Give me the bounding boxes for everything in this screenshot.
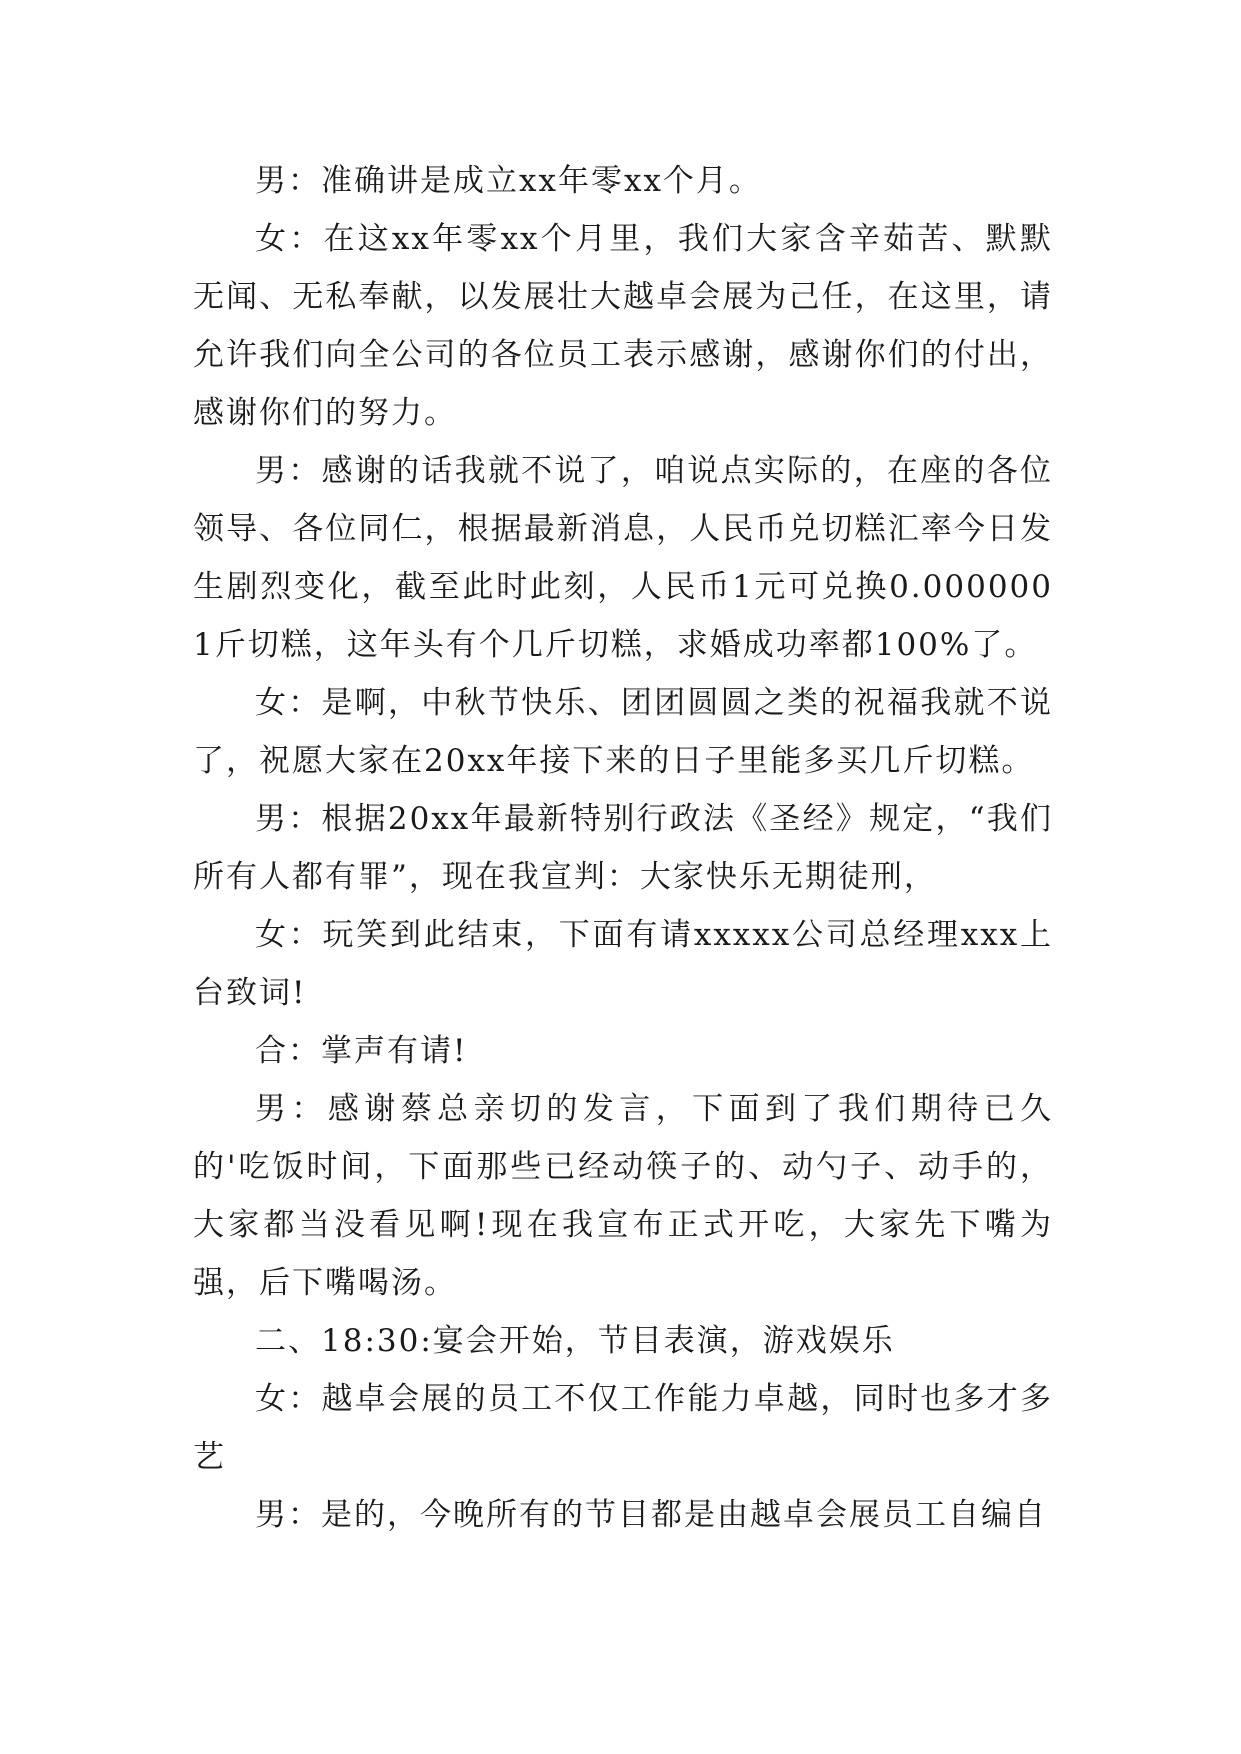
paragraph-5: 男：根据20xx年最新特别行政法《圣经》规定，“我们所有人都有罪”，现在我宣判：大家快乐无期徒刑， <box>193 801 1053 895</box>
document-body <box>193 152 1053 1544</box>
paragraph-4: 女：是啊，中秋节快乐、团团圆圆之类的祝福我就不说了，祝愿大家在20xx年接下来的日子里能多买几斤切糕。 <box>193 685 1053 779</box>
section-heading: 二、18:30:宴会开始，节目表演，游戏娱乐 <box>255 1323 895 1359</box>
paragraph-9: 女：越卓会展的员工不仅工作能力卓越，同时也多才多艺 <box>193 1381 1053 1475</box>
paragraph-8: 男：感谢蔡总亲切的发言，下面到了我们期待已久的'吃饭时间，下面那些已经动筷子的、动勺子、动手的，大家都当没看见啊!现在我宣布正式开吃，大家先下嘴为强，后下嘴喝汤。 <box>193 1091 1053 1301</box>
paragraph-3: 男：感谢的话我就不说了，咱说点实际的，在座的各位领导、各位同仁，根据最新消息，人民币兑切糕汇率今日发生剧烈变化，截至此时此刻，人民币1元可兑换0.0000001斤切糕，这年头有个几斤切糕，求婚成功率都100%了。 <box>193 453 1053 663</box>
paragraph-7: 合：掌声有请! <box>255 1033 468 1069</box>
paragraph-6: 女：玩笑到此结束，下面有请xxxxx公司总经理xxx上台致词! <box>193 917 1053 1011</box>
paragraph-1: 男：准确讲是成立xx年零xx个月。 <box>255 163 762 199</box>
paragraph-10: 男：是的，今晚所有的节目都是由越卓会展员工自编自 <box>255 1497 1047 1533</box>
paragraph-2: 女：在这xx年零xx个月里，我们大家含辛茹苦、默默无闻、无私奉献，以发展壮大越卓会展为己任，在这里，请允许我们向全公司的各位员工表示感谢，感谢你们的付出，感谢你们的努力。 <box>193 221 1053 431</box>
